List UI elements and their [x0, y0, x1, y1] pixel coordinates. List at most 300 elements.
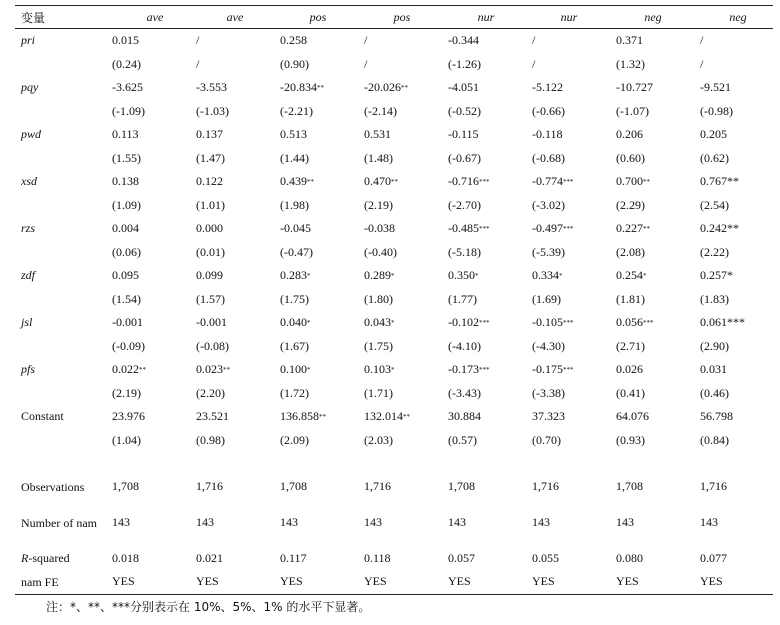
coef-value: 0.122	[196, 174, 223, 189]
empty-cell	[21, 335, 106, 359]
t-stat-cell: (-0.67)	[448, 150, 481, 165]
coef-value: 0.350	[448, 268, 475, 283]
coef-value: 0.061***	[700, 315, 745, 330]
t-stat-cell: (1.54)	[112, 291, 141, 306]
stat-value: 0.077	[700, 550, 727, 565]
coef-cell	[196, 264, 223, 288]
stat-value: YES	[616, 574, 639, 589]
coef-value: 0.015	[112, 33, 139, 48]
column-header: neg	[729, 9, 747, 24]
variable-name: xsd	[21, 174, 37, 189]
coef-value: 136.858	[280, 409, 319, 424]
coef-cell	[700, 311, 745, 335]
coef-value: 23.521	[196, 409, 229, 424]
variable-name: pqy	[21, 80, 39, 95]
t-stat-cell: (1.04)	[112, 432, 141, 447]
coef-cell	[196, 405, 229, 429]
coef-cell: 0.022 **	[112, 362, 146, 377]
t-stat-cell: (-4.30)	[532, 338, 565, 353]
stat-value: 143	[448, 515, 466, 529]
t-stat-cell: (1.32)	[616, 56, 645, 71]
stat-value: 143	[700, 515, 718, 529]
stat-value: YES	[196, 574, 219, 589]
coef-cell: 132.014 **	[364, 409, 410, 424]
stats-section	[15, 475, 773, 595]
stat-value: 1,708	[112, 479, 139, 494]
t-stat-cell: (-0.08)	[196, 338, 229, 353]
t-stat-cell: (-0.68)	[532, 150, 565, 165]
coef-value: -3.553	[196, 80, 227, 95]
t-stat-row	[15, 147, 773, 171]
t-stat-cell: /	[364, 56, 368, 71]
stat-value: 1,708	[616, 479, 643, 494]
coef-cell: 0.056 ***	[616, 315, 654, 330]
stat-label-italic: R	[21, 551, 29, 566]
t-stat-cell: (2.08)	[616, 244, 645, 259]
t-stat-cell: (2.20)	[196, 385, 225, 400]
t-stat-row	[15, 382, 773, 406]
t-stat-cell: (1.75)	[364, 338, 393, 353]
variable-name: zdf	[21, 268, 36, 283]
stat-row	[15, 499, 773, 547]
variable-name: pri	[21, 33, 36, 48]
coef-value: /	[364, 33, 368, 48]
coef-value: -0.344	[448, 33, 479, 48]
coef-cell	[112, 217, 139, 241]
t-stat-cell: (2.03)	[364, 432, 393, 447]
coef-cell: 0.439 **	[280, 174, 314, 189]
t-stat-cell: (1.77)	[448, 291, 477, 306]
coef-cell	[448, 29, 479, 53]
empty-cell	[21, 147, 106, 171]
t-stat-cell: (-0.40)	[364, 244, 397, 259]
coef-value: -0.485	[448, 221, 479, 236]
coef-cell	[196, 76, 227, 100]
variable-name: rzs	[21, 221, 36, 236]
stat-value: 143	[532, 515, 550, 529]
t-stat-cell: (-3.38)	[532, 385, 565, 400]
coef-value: -0.175	[532, 362, 563, 377]
t-stat-cell: (-1.09)	[112, 103, 145, 118]
coef-cell	[112, 76, 143, 100]
coef-cell: -0.105 ***	[532, 315, 574, 330]
t-stat-cell: (1.01)	[196, 197, 225, 212]
coef-cell	[616, 405, 649, 429]
coef-value: -9.521	[700, 80, 731, 95]
coef-value: 0.767**	[700, 174, 739, 189]
empty-cell	[21, 194, 106, 218]
stat-value: 1,716	[364, 479, 391, 494]
coef-cell	[196, 29, 199, 53]
t-stat-row	[15, 288, 773, 312]
coef-value: 0.334	[532, 268, 559, 283]
t-stat-cell: (-3.43)	[448, 385, 481, 400]
coef-cell	[280, 123, 307, 147]
stat-value: YES	[364, 574, 387, 589]
stat-value: 1,708	[280, 479, 307, 494]
t-stat-cell: (1.67)	[280, 338, 309, 353]
coef-cell	[112, 29, 139, 53]
stat-value: 143	[616, 515, 634, 529]
t-stat-cell: (0.46)	[700, 385, 729, 400]
stat-value: 0.057	[448, 550, 475, 565]
stat-value: YES	[700, 574, 723, 589]
coef-cell	[196, 123, 223, 147]
stat-label-rest: -squared	[28, 551, 70, 566]
t-stat-cell: (1.09)	[112, 197, 141, 212]
t-stat-cell: (2.19)	[112, 385, 141, 400]
stat-value: YES	[280, 574, 303, 589]
stat-value: 143	[364, 515, 382, 529]
variable-name: Constant	[21, 409, 64, 424]
variable-header: 变量	[21, 10, 46, 25]
coef-value: 0.043	[364, 315, 391, 330]
variable-name: jsl	[21, 315, 33, 330]
t-stat-row	[15, 429, 773, 453]
t-stat-cell: (0.62)	[700, 150, 729, 165]
coef-row	[15, 358, 773, 382]
coef-value: 0.227	[616, 221, 643, 236]
t-stat-cell: (2.29)	[616, 197, 645, 212]
spacer-row	[15, 452, 773, 475]
coef-row	[15, 264, 773, 288]
coef-value: 0.513	[280, 127, 307, 142]
coef-cell	[196, 217, 223, 241]
coef-value: 0.022	[112, 362, 139, 377]
t-stat-cell: (1.80)	[364, 291, 393, 306]
coef-cell: -0.774 ***	[532, 174, 574, 189]
t-stat-row	[15, 335, 773, 359]
t-stat-cell: (1.47)	[196, 150, 225, 165]
coef-value: 0.103	[364, 362, 391, 377]
coef-value: 0.113	[112, 127, 139, 142]
coef-value: 0.056	[616, 315, 643, 330]
coef-row	[15, 29, 773, 53]
coef-cell: 0.334 *	[532, 268, 563, 283]
t-stat-cell: (-0.52)	[448, 103, 481, 118]
coef-cell	[616, 29, 643, 53]
coef-row	[15, 311, 773, 335]
t-stat-cell: (1.44)	[280, 150, 309, 165]
coef-value: 0.040	[280, 315, 307, 330]
stat-value: 1,716	[532, 479, 559, 494]
coef-value: 0.439	[280, 174, 307, 189]
coef-value: 0.004	[112, 221, 139, 236]
coef-value: -0.045	[280, 221, 311, 236]
table-body	[15, 29, 773, 452]
coef-cell	[700, 358, 727, 382]
t-stat-cell: (-1.07)	[616, 103, 649, 118]
coef-cell	[112, 123, 139, 147]
coef-cell: 0.350 *	[448, 268, 479, 283]
coef-value: -0.105	[532, 315, 563, 330]
coef-cell	[280, 29, 307, 53]
coef-value: -0.102	[448, 315, 479, 330]
t-stat-cell: (0.98)	[196, 432, 225, 447]
coef-row	[15, 217, 773, 241]
coef-cell: 0.283 *	[280, 268, 311, 283]
coef-value: -0.038	[364, 221, 395, 236]
coef-value: 0.289	[364, 268, 391, 283]
variable-name: pfs	[21, 362, 36, 377]
t-stat-row	[15, 241, 773, 265]
coef-value: -0.497	[532, 221, 563, 236]
coef-cell: 0.100 *	[280, 362, 311, 377]
t-stat-cell: (-5.18)	[448, 244, 481, 259]
coef-cell	[532, 29, 535, 53]
t-stat-cell: (0.41)	[616, 385, 645, 400]
coef-value: /	[700, 33, 704, 48]
t-stat-cell: (0.60)	[616, 150, 645, 165]
coef-value: -0.001	[112, 315, 143, 330]
coef-cell: 136.858 **	[280, 409, 326, 424]
coef-value: -20.026	[364, 80, 401, 95]
empty-cell	[21, 288, 106, 312]
stat-row	[15, 547, 773, 571]
t-stat-cell: (-0.09)	[112, 338, 145, 353]
coef-cell	[616, 123, 643, 147]
t-stat-cell: (2.22)	[700, 244, 729, 259]
coef-value: -4.051	[448, 80, 479, 95]
coef-value: 30.884	[448, 409, 481, 424]
coef-cell	[616, 358, 643, 382]
stat-value: YES	[448, 574, 471, 589]
coef-value: 0.206	[616, 127, 643, 142]
coef-value: /	[532, 33, 536, 48]
coef-cell: 0.040 *	[280, 315, 311, 330]
coef-value: 23.976	[112, 409, 145, 424]
t-stat-cell: (1.55)	[112, 150, 141, 165]
empty-cell	[21, 382, 106, 406]
stat-value: 1,716	[196, 479, 223, 494]
coef-cell	[364, 123, 391, 147]
coef-value: 0.531	[364, 127, 391, 142]
stat-value: 0.018	[112, 550, 139, 565]
coef-value: /	[196, 33, 200, 48]
coef-value: 0.283	[280, 268, 307, 283]
t-stat-cell: (2.19)	[364, 197, 393, 212]
stat-value: 0.080	[616, 550, 643, 565]
t-stat-cell: /	[700, 56, 704, 71]
coef-cell	[700, 405, 733, 429]
coef-value: -10.727	[616, 80, 653, 95]
t-stat-row	[15, 53, 773, 77]
coef-cell	[112, 405, 145, 429]
empty-cell	[21, 241, 106, 265]
coef-cell	[700, 217, 739, 241]
coef-cell	[112, 170, 139, 194]
coef-value: 132.014	[364, 409, 403, 424]
coef-value: -0.115	[448, 127, 479, 142]
coef-row	[15, 405, 773, 429]
t-stat-cell: (1.72)	[280, 385, 309, 400]
coef-value: 0.137	[196, 127, 223, 142]
coef-row	[15, 170, 773, 194]
coef-cell	[448, 405, 481, 429]
coef-cell	[196, 311, 227, 335]
coef-value: 0.205	[700, 127, 727, 142]
coef-value: 0.470	[364, 174, 391, 189]
coef-cell: 0.227 **	[616, 221, 650, 236]
t-stat-cell: (-5.39)	[532, 244, 565, 259]
stat-value: 0.055	[532, 550, 559, 565]
t-stat-cell: (-4.10)	[448, 338, 481, 353]
column-header: nur	[477, 9, 495, 24]
t-stat-cell: (-3.02)	[532, 197, 565, 212]
coef-cell	[448, 123, 479, 147]
coef-value: 56.798	[700, 409, 733, 424]
coef-value: -5.122	[532, 80, 563, 95]
coef-value: 0.257*	[700, 268, 733, 283]
coef-value: 0.242**	[700, 221, 739, 236]
coef-cell	[448, 76, 479, 100]
coef-cell	[112, 264, 139, 288]
coef-cell: -0.485 ***	[448, 221, 490, 236]
stat-value: 0.021	[196, 550, 223, 565]
header-row	[15, 5, 773, 29]
table-note: 注：*、**、***分别表示在 10%、5%、1% 的水平下显著。	[46, 600, 371, 614]
t-stat-cell: (0.01)	[196, 244, 225, 259]
coef-cell	[112, 311, 143, 335]
t-stat-cell: (1.81)	[616, 291, 645, 306]
t-stat-cell: (0.70)	[532, 432, 561, 447]
stat-value: 143	[112, 515, 130, 529]
coef-value: 0.095	[112, 268, 139, 283]
coef-cell: -0.102 ***	[448, 315, 490, 330]
coef-cell	[364, 29, 367, 53]
coef-cell: 0.254 *	[616, 268, 647, 283]
column-header: nur	[560, 9, 578, 24]
t-stat-cell: (0.93)	[616, 432, 645, 447]
t-stat-cell: (1.57)	[196, 291, 225, 306]
coef-value: -3.625	[112, 80, 143, 95]
stat-label: Number of nam	[21, 515, 97, 530]
t-stat-cell: (0.57)	[448, 432, 477, 447]
coef-cell: 0.103 *	[364, 362, 395, 377]
coef-cell: -20.026 **	[364, 80, 408, 95]
t-stat-cell: (1.75)	[280, 291, 309, 306]
coef-cell: 0.043 *	[364, 315, 395, 330]
t-stat-cell: (2.71)	[616, 338, 645, 353]
t-stat-cell: (1.69)	[532, 291, 561, 306]
coef-value: -0.173	[448, 362, 479, 377]
coef-value: 64.076	[616, 409, 649, 424]
t-stat-cell: (-1.03)	[196, 103, 229, 118]
coef-cell: -20.834 **	[280, 80, 324, 95]
coef-value: 37.323	[532, 409, 565, 424]
empty-cell	[21, 429, 106, 453]
coef-cell	[196, 170, 223, 194]
t-stat-cell: (2.90)	[700, 338, 729, 353]
stat-value: 143	[280, 515, 298, 529]
coef-row	[15, 76, 773, 100]
t-stat-cell: (1.83)	[700, 291, 729, 306]
t-stat-cell: (-2.70)	[448, 197, 481, 212]
coef-value: -0.774	[532, 174, 563, 189]
stat-value: 0.118	[364, 550, 391, 565]
t-stat-cell: (1.98)	[280, 197, 309, 212]
coef-value: 0.138	[112, 174, 139, 189]
coef-cell	[700, 29, 703, 53]
t-stat-cell: (-0.47)	[280, 244, 313, 259]
empty-cell	[21, 100, 106, 124]
coef-cell	[616, 76, 653, 100]
stat-value: 143	[196, 515, 214, 529]
t-stat-cell: /	[196, 56, 200, 71]
column-header: neg	[644, 9, 662, 24]
coef-value: -20.834	[280, 80, 317, 95]
t-stat-cell: (0.24)	[112, 56, 141, 71]
t-stat-cell: (2.54)	[700, 197, 729, 212]
coef-value: 0.099	[196, 268, 223, 283]
coef-value: 0.100	[280, 362, 307, 377]
coef-value: 0.000	[196, 221, 223, 236]
coef-cell: -0.175 ***	[532, 362, 574, 377]
coef-cell: -0.716 ***	[448, 174, 490, 189]
t-stat-cell: (-0.66)	[532, 103, 565, 118]
variable-name: pwd	[21, 127, 42, 142]
column-header: ave	[226, 9, 244, 24]
stat-label	[21, 547, 106, 571]
column-header: ave	[146, 9, 164, 24]
t-stat-cell: (0.84)	[700, 432, 729, 447]
t-stat-cell: (0.90)	[280, 56, 309, 71]
coef-cell: 0.700 **	[616, 174, 650, 189]
coef-value: 0.023	[196, 362, 223, 377]
t-stat-cell: (2.09)	[280, 432, 309, 447]
t-stat-cell: (-0.98)	[700, 103, 733, 118]
t-stat-cell: (-1.26)	[448, 56, 481, 71]
coef-value: -0.716	[448, 174, 479, 189]
coef-value: 0.031	[700, 362, 727, 377]
coef-cell	[364, 217, 395, 241]
coef-cell: 0.023 **	[196, 362, 230, 377]
stat-value: 0.117	[280, 550, 307, 565]
stat-row	[15, 570, 773, 595]
stat-label: nam FE	[21, 574, 59, 589]
coef-value: 0.254	[616, 268, 643, 283]
stat-value: 1,708	[448, 479, 475, 494]
t-stat-cell: /	[532, 56, 536, 71]
stat-label: Observations	[21, 479, 85, 494]
coef-cell: -0.497 ***	[532, 221, 574, 236]
column-header: pos	[309, 9, 327, 24]
coef-cell	[700, 76, 731, 100]
column-header: pos	[393, 9, 411, 24]
coef-cell	[532, 405, 565, 429]
coef-value: -0.118	[532, 127, 563, 142]
coef-value: -0.001	[196, 315, 227, 330]
stat-row	[15, 475, 773, 499]
t-stat-cell: (1.71)	[364, 385, 393, 400]
empty-cell	[21, 53, 106, 77]
coef-cell	[700, 123, 727, 147]
coef-value: 0.371	[616, 33, 643, 48]
coef-row	[15, 123, 773, 147]
coef-cell	[532, 123, 563, 147]
t-stat-cell: (-2.21)	[280, 103, 313, 118]
t-stat-row	[15, 100, 773, 124]
coef-value: 0.258	[280, 33, 307, 48]
stat-value: YES	[532, 574, 555, 589]
t-stat-cell: (1.48)	[364, 150, 393, 165]
stat-value: YES	[112, 574, 135, 589]
coef-cell: 0.289 *	[364, 268, 395, 283]
t-stat-cell: (0.06)	[112, 244, 141, 259]
coef-value: 0.700	[616, 174, 643, 189]
stat-value: 1,716	[700, 479, 727, 494]
coef-value: 0.026	[616, 362, 643, 377]
